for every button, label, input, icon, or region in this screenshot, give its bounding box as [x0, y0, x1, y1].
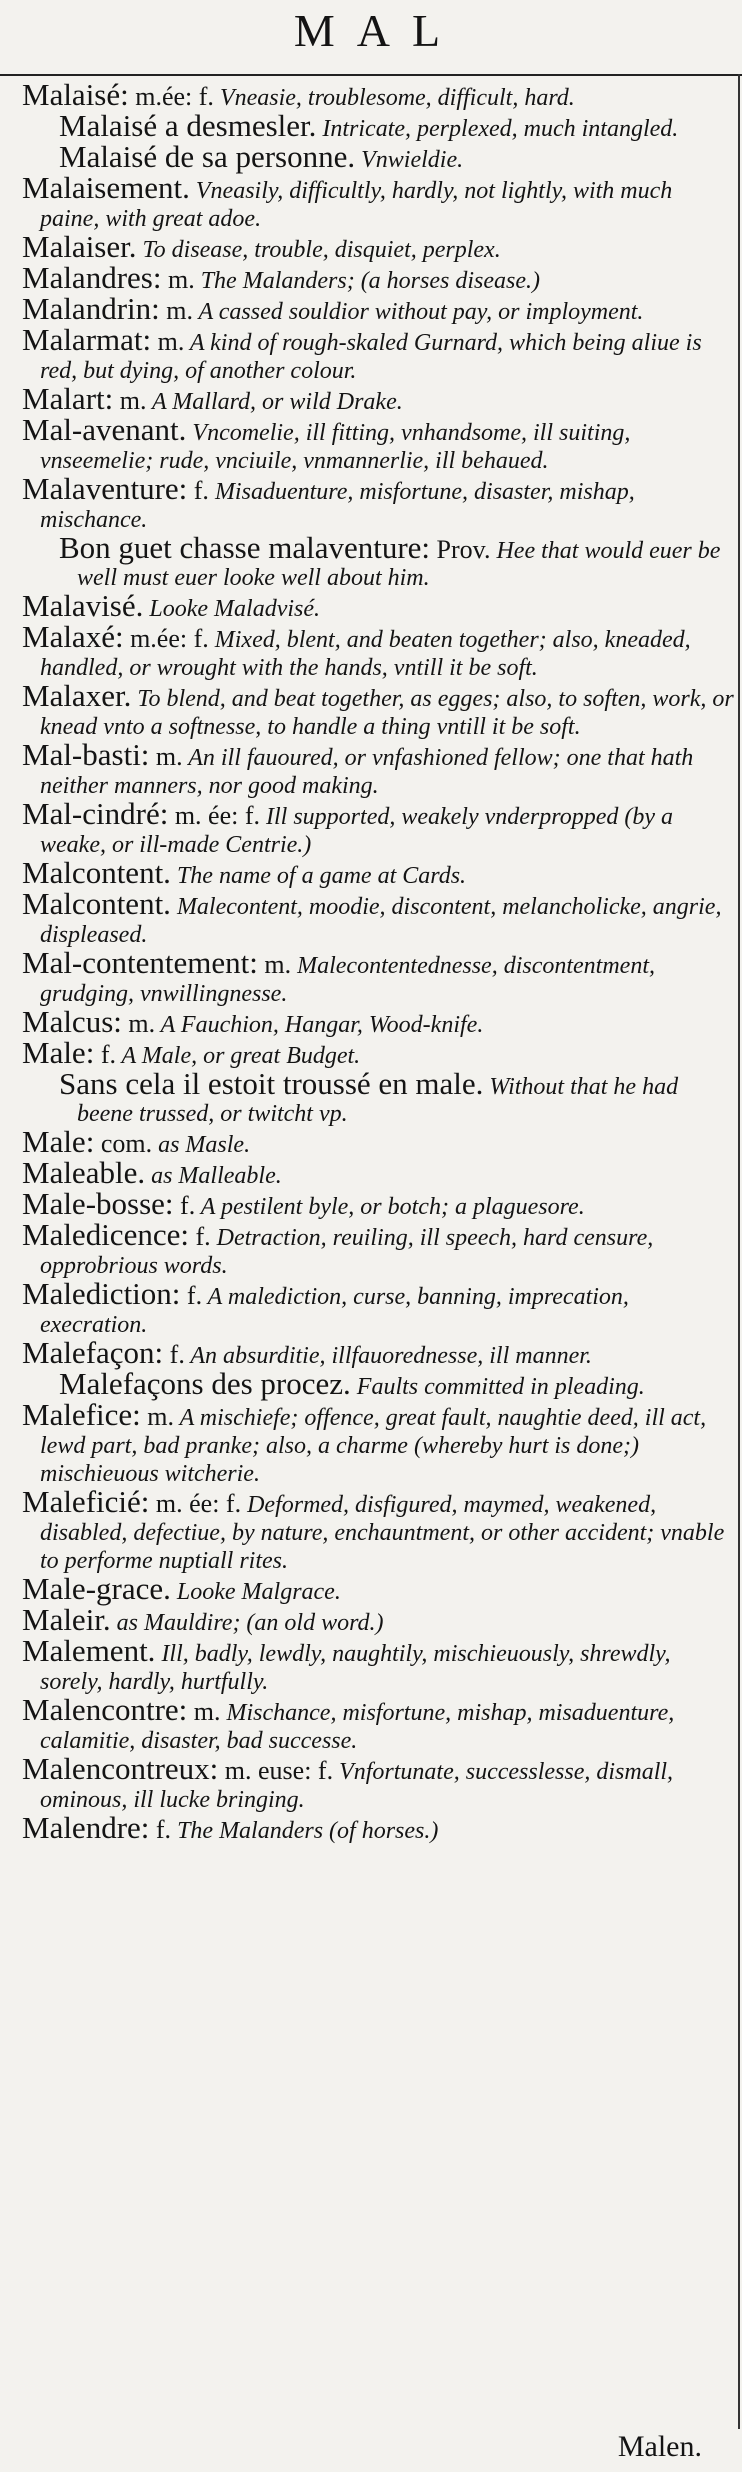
dictionary-entry: [22, 886, 734, 948]
headword: Maleir.: [22, 1602, 111, 1637]
grammar-label: m.: [140, 1402, 174, 1431]
dictionary-entry: [22, 322, 734, 384]
definition: An ill fauoured, or vnfashioned fellow; one that hath neither manners, nor good making.: [40, 745, 694, 799]
grammar-label: m.ée: f.: [123, 624, 209, 653]
grammar-label: m. ée: f.: [168, 801, 261, 830]
dictionary-entry: [22, 1751, 734, 1813]
definition: Hee that would euer be well must euer looke well about him.: [77, 538, 721, 591]
grammar-label: f.: [187, 476, 209, 505]
definition: as Mauldire; (an old word.): [110, 1610, 384, 1636]
headword: Malaisé de sa personne.: [59, 139, 356, 174]
grammar-label: f.: [188, 1222, 211, 1251]
headword: Malaxé:: [22, 619, 124, 654]
definition: A cassed souldior without pay, or imployment.: [192, 299, 644, 325]
headword: Malavisé.: [22, 588, 144, 623]
grammar-label: f.: [163, 1340, 185, 1369]
headword: Sans cela il estoit troussé en male.: [59, 1066, 484, 1101]
headword: Malaisé:: [22, 77, 129, 112]
headword: Bon guet chasse malaventure:: [59, 530, 431, 565]
subentry: [22, 1066, 734, 1127]
dictionary-entry: [22, 1397, 734, 1487]
dictionary-entry: [22, 1692, 734, 1754]
definition: as Malleable.: [145, 1163, 282, 1189]
headword: Male:: [22, 1124, 95, 1159]
grammar-label: m.ée: f.: [128, 82, 214, 111]
definition: Looke Malgrace.: [170, 1579, 341, 1605]
dictionary-entry: [22, 1276, 734, 1338]
definition: Misaduenture, misfortune, disaster, mishap, mischance.: [40, 479, 635, 533]
definition: An absurditie, illfauorednesse, ill manner.: [184, 1343, 592, 1369]
headword: Mal-contentement:: [22, 945, 258, 980]
dictionary-entry: [22, 1004, 734, 1039]
dictionary-entry: [22, 471, 734, 533]
grammar-label: m. euse: f.: [218, 1756, 334, 1785]
dictionary-entry: [22, 291, 734, 326]
definition: The Malanders; (a horses disease.): [194, 268, 540, 294]
dictionary-entry: [22, 1217, 734, 1279]
definition: A kind of rough-skaled Gurnard, which being aliue is red, but dying, of another colour.: [40, 330, 702, 384]
grammar-label: m.: [151, 327, 185, 356]
dictionary-entry: [22, 1484, 734, 1574]
headword: Malendre:: [22, 1810, 150, 1845]
headword: Maleficié:: [22, 1484, 150, 1519]
headword: Malefaçon:: [22, 1335, 164, 1370]
definition: Malecontent, moodie, discontent, melancholicke, angrie, displeased.: [40, 894, 722, 948]
headword: Malediction:: [22, 1276, 181, 1311]
dictionary-entry: [22, 77, 734, 112]
dictionary-entry: [22, 737, 734, 799]
subentry: [22, 1366, 734, 1401]
catchword: Malen.: [617, 2430, 702, 2463]
definition: Detraction, reuiling, ill speech, hard censure, opprobrious words.: [40, 1225, 654, 1279]
headword: Malefice:: [22, 1397, 141, 1432]
definition: Vneasie, troublesome, difficult, hard.: [213, 85, 575, 111]
dictionary-entry: [22, 229, 734, 264]
headword: Malarmat:: [22, 322, 152, 357]
headword: Mal-cindré:: [22, 796, 169, 831]
grammar-label: Prov.: [430, 535, 491, 564]
headword: Malaxer.: [22, 678, 132, 713]
top-rule: [0, 74, 742, 76]
headword: Malencontreux:: [22, 1751, 219, 1786]
dictionary-entry: [22, 381, 734, 416]
definition: To disease, trouble, disquiet, perplex.: [136, 237, 501, 263]
headword: Malaventure:: [22, 471, 188, 506]
grammar-label: m. ée: f.: [149, 1489, 242, 1518]
dictionary-entry: [22, 588, 734, 623]
grammar-label: m.: [159, 296, 193, 325]
definition: Faults committed in pleading.: [350, 1374, 645, 1400]
dictionary-entry: [22, 945, 734, 1007]
headword: Maleable.: [22, 1155, 146, 1190]
dictionary-entry: [22, 170, 734, 232]
grammar-label: m.: [161, 265, 195, 294]
grammar-label: f.: [94, 1040, 116, 1069]
grammar-label: com.: [94, 1129, 153, 1158]
dictionary-entry: [22, 1186, 734, 1221]
definition: A Fauchion, Hangar, Wood-knife.: [155, 1012, 484, 1038]
grammar-label: m.: [121, 1009, 156, 1038]
definition: To blend, and beat together, as egges; also, to soften, work, or knead vnto a softnesse, to handle a thing vntill it be soft.: [40, 686, 734, 740]
headword: Maledicence:: [22, 1217, 189, 1252]
grammar-label: f.: [173, 1191, 196, 1220]
dictionary-entry: [22, 1155, 734, 1190]
definition: Mischance, misfortune, mishap, misaduenture, calamitie, disaster, bad successe.: [40, 1700, 675, 1754]
headword: Malart:: [22, 381, 114, 416]
headword: Male:: [22, 1035, 95, 1070]
headword: Mal-basti:: [22, 737, 150, 772]
grammar-label: f.: [180, 1281, 203, 1310]
headword: Malefaçons des procez.: [59, 1366, 351, 1401]
headword: Malaisé a desmesler.: [59, 108, 317, 143]
definition: Ill, badly, lewdly, naughtily, mischieuously, shrewdly, sorely, hardly, hurtfully.: [40, 1641, 671, 1695]
definition: Ill supported, weakely vnderpropped (by a weake, or ill-made Centrie.): [40, 804, 674, 858]
grammar-label: m.: [257, 950, 292, 979]
headword: Malaiser.: [22, 229, 137, 264]
dictionary-entry: [22, 1035, 734, 1070]
definition: Vnwieldie.: [355, 147, 464, 173]
dictionary-entry: [22, 678, 734, 740]
grammar-label: m.: [149, 742, 183, 771]
definition: Vncomelie, ill fitting, vnhandsome, ill suiting, vnseemelie; rude, vnciuile, vnmannerlie, ill behaued.: [40, 420, 631, 474]
headword: Malcontent.: [22, 855, 171, 890]
headword: Malcus:: [22, 1004, 122, 1039]
definition: Malecontentednesse, discontentment, grudging, vnwillingnesse.: [40, 953, 655, 1007]
dictionary-entry: [22, 1335, 734, 1370]
subentry: [22, 530, 734, 591]
headword: Malandres:: [22, 260, 162, 295]
definition: A malediction, curse, banning, imprecation, execration.: [40, 1284, 629, 1338]
subentry: [22, 139, 734, 174]
definition: Vneasily, difficultly, hardly, not lightly, with much paine, with great adoe.: [40, 178, 673, 232]
headword: Male-grace.: [22, 1571, 171, 1606]
dictionary-entry: [22, 855, 734, 890]
headword: Male-bosse:: [22, 1186, 174, 1221]
headword: Malcontent.: [22, 886, 171, 921]
definition: Deformed, disfigured, maymed, weakened, disabled, defectiue, by nature, enchauntment, or other accident; vnable to performe nuptiall rites.: [40, 1492, 725, 1574]
dictionary-entry: [22, 1633, 734, 1695]
dictionary-entry: [22, 1571, 734, 1606]
grammar-label: f.: [149, 1815, 172, 1844]
definition: A mischiefe; offence, great fault, naughtie deed, ill act, lewd part, bad pranke; also, a charme (whereby hurt is done;) mischieuous witcherie.: [40, 1405, 707, 1487]
definition: Vnfortunate, successlesse, dismall, ominous, ill lucke bringing.: [40, 1759, 674, 1813]
headword: Malaisement.: [22, 170, 190, 205]
dictionary-entry: [22, 260, 734, 295]
grammar-label: m.: [113, 386, 147, 415]
definition: The Malanders (of horses.): [171, 1818, 439, 1844]
definition: Mixed, blent, and beaten together; also, kneaded, handled, or wrought with the hands, vntill it be soft.: [40, 627, 691, 681]
subentry: [22, 108, 734, 143]
definition: Intricate, perplexed, much intangled.: [316, 116, 679, 142]
dictionary-entry: [22, 1124, 734, 1159]
dictionary-entry: [22, 619, 734, 681]
definition: Looke Maladvisé.: [143, 596, 321, 622]
dictionary-entry: [22, 1810, 734, 1845]
definition: A Mallard, or wild Drake.: [146, 389, 403, 415]
headword: Malandrin:: [22, 291, 160, 326]
headword: Malement.: [22, 1633, 156, 1668]
headword: Malencontre:: [22, 1692, 188, 1727]
grammar-label: m.: [187, 1697, 221, 1726]
running-head: MAL: [293, 5, 463, 56]
dictionary-entry: [22, 412, 734, 474]
dictionary-entry: [22, 1602, 734, 1637]
definition: Without that he had beene trussed, or twitcht vp.: [77, 1074, 679, 1127]
definition: The name of a game at Cards.: [170, 863, 467, 889]
definition: A Male, or great Budget.: [115, 1043, 361, 1069]
definition: A pestilent byle, or botch; a plaguesore.: [195, 1194, 585, 1220]
column-rule: [738, 74, 740, 2429]
dictionary-entry: [22, 796, 734, 858]
definition: as Masle.: [152, 1132, 251, 1158]
headword: Mal-avenant.: [22, 412, 187, 447]
dictionary-column: [22, 77, 734, 1846]
